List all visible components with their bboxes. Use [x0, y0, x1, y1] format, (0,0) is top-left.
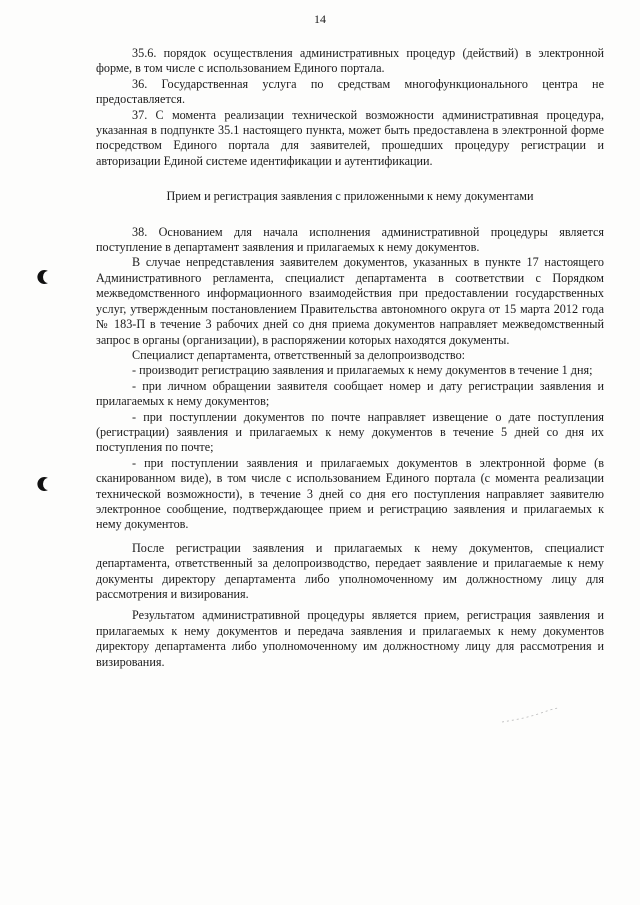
faint-signature-mark — [500, 706, 560, 726]
list-item-electronic: - при поступлении заявления и прилагаемых документов в электронной форме (в сканированном виде), в том числе с использованием Единого портала (с момента реализации технической возможности), в течение 3 дней со дня его поступления направляет заявителю электронное сообщение, подтверждающее прием и регистрацию заявления и прилагаемых к нему документов. — [96, 455, 604, 532]
paragraph-37: 37. С момента реализации технической возможности административная процедура, указанная в подпункте 35.1 настоящего пункта, может быть предоставлена в электронной форме посредством Единого портала для заявителей, прошедших процедуру регистрации и авторизации Единой системе идентификации и аутентификации. — [96, 107, 604, 168]
punch-hole-mark-top — [34, 268, 52, 286]
document-body — [96, 46, 604, 670]
paragraph-missing-documents: В случае непредставления заявителем документов, указанных в пункте 17 настоящего Административного регламента, специалист департамента в соответствии с Порядком межведомственного информационного взаимодействия при предоставлении государственных услуг, утвержденным постановлением Правительства автономного округа от 15 марта 2012 года № 183-П в течение 3 рабочих дней со дня приема документов направляет межведомственный запрос в органы (организации), в распоряжении которых находятся документы. — [96, 255, 604, 347]
page-number: 14 — [314, 12, 326, 26]
list-item-registration: - производит регистрацию заявления и прилагаемых к нему документов в течение 1 дня; — [132, 363, 593, 378]
paragraph-after-registration: После регистрации заявления и прилагаемых к нему документов, специалист департамента, ответственный за делопроизводство, передает заявление и прилагаемые к нему документы директору департамента либо уполномоченному им должностному лицу для рассмотрения и визирования. — [96, 540, 604, 601]
punch-hole-mark-bottom — [34, 475, 52, 493]
paragraph-38: 38. Основанием для начала исполнения административной процедуры является поступление в департамент заявления и прилагаемых к нему документов. — [96, 224, 604, 255]
paragraph-specialist-intro: Специалист департамента, ответственный за делопроизводство: — [132, 347, 466, 362]
paragraph-36: 36. Государственная услуга по средствам многофункционального центра не предоставляется. — [96, 76, 604, 107]
paragraph-35-6: 35.6. порядок осуществления административных процедур (действий) в электронной форме, в том числе с использованием Единого портала. — [96, 46, 604, 76]
list-item-by-mail: - при поступлении документов по почте направляет извещение о дате поступления (регистрации) заявления и прилагаемых к нему документов в течение 5 дней со дня их поступления по почте; — [96, 409, 604, 455]
list-item-personal-visit: - при личном обращении заявителя сообщает номер и дату регистрации заявления и прилагаемых к нему документов; — [96, 378, 604, 409]
paragraph-result: Результатом административной процедуры является прием, регистрация заявления и прилагаемых к нему документов и передача заявления и прилагаемых к нему документов директору департамента либо уполномоченному им должностному лицу для рассмотрения и визирования. — [96, 608, 604, 669]
section-heading: Прием и регистрация заявления с приложенными к нему документами — [166, 189, 534, 204]
